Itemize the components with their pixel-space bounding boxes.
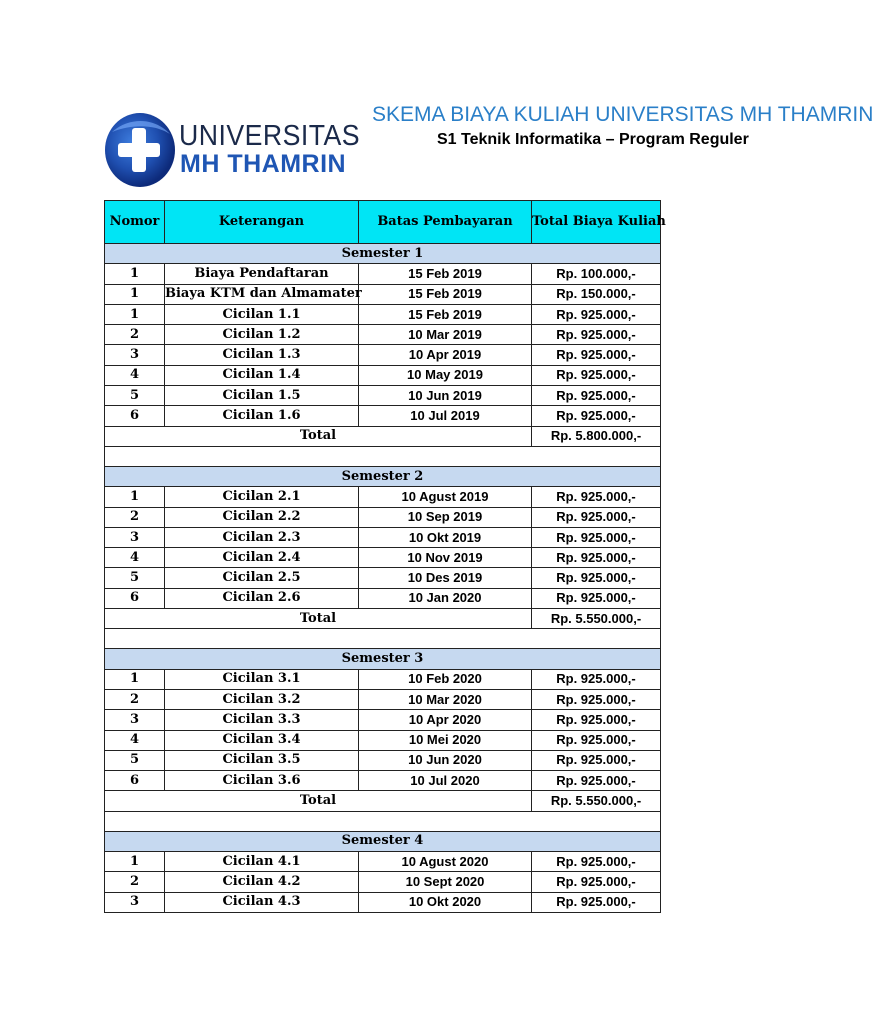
table-row — [105, 487, 661, 507]
cell-biaya: Rp. 925.000,- — [532, 548, 661, 568]
cell-keterangan: Cicilan 2.6 — [165, 588, 359, 608]
cell-batas: 10 Sept 2020 — [359, 872, 532, 892]
cell-batas: 10 Jun 2019 — [359, 386, 532, 406]
cell-nomor: 6 — [105, 588, 165, 608]
cell-nomor: 3 — [105, 710, 165, 730]
cell-batas: 15 Feb 2019 — [359, 304, 532, 324]
cell-biaya: Rp. 925.000,- — [532, 730, 661, 750]
cell-batas: 10 Mar 2019 — [359, 325, 532, 345]
cell-keterangan: Cicilan 3.3 — [165, 710, 359, 730]
cell-biaya: Rp. 100.000,- — [532, 264, 661, 284]
cell-keterangan: Cicilan 1.2 — [165, 325, 359, 345]
cell-nomor: 2 — [105, 689, 165, 709]
total-label: Total — [105, 426, 532, 446]
cell-biaya: Rp. 925.000,- — [532, 406, 661, 426]
cell-batas: 10 Mei 2020 — [359, 730, 532, 750]
cell-keterangan: Cicilan 1.4 — [165, 365, 359, 385]
cell-batas: 10 Mar 2020 — [359, 689, 532, 709]
cell-biaya: Rp. 925.000,- — [532, 304, 661, 324]
cell-keterangan: Cicilan 3.6 — [165, 771, 359, 791]
cell-batas: 10 Jul 2019 — [359, 406, 532, 426]
semester-label: Semester 4 — [105, 831, 661, 851]
semester-label: Semester 2 — [105, 466, 661, 486]
cell-nomor: 3 — [105, 345, 165, 365]
table-row — [105, 892, 661, 912]
cell-keterangan: Cicilan 2.5 — [165, 568, 359, 588]
spacer-row — [105, 629, 661, 649]
table-row — [105, 345, 661, 365]
logo-line2: MH THAMRIN — [180, 150, 347, 178]
table-row — [105, 284, 661, 304]
cell-nomor: 2 — [105, 325, 165, 345]
cell-nomor: 4 — [105, 730, 165, 750]
cell-nomor: 4 — [105, 548, 165, 568]
cell-biaya: Rp. 925.000,- — [532, 345, 661, 365]
cell-biaya: Rp. 925.000,- — [532, 487, 661, 507]
cell-biaya: Rp. 925.000,- — [532, 852, 661, 872]
cell-keterangan: Cicilan 3.5 — [165, 750, 359, 770]
cell-biaya: Rp. 925.000,- — [532, 710, 661, 730]
cell-biaya: Rp. 150.000,- — [532, 284, 661, 304]
table-row — [105, 588, 661, 608]
spacer-cell — [105, 811, 661, 831]
cell-batas: 10 Nov 2019 — [359, 548, 532, 568]
logo-line1: UNIVERSITAS — [179, 120, 360, 152]
cell-nomor: 1 — [105, 669, 165, 689]
header-batas-pembayaran: Batas Pembayaran — [359, 201, 532, 244]
cell-keterangan: Cicilan 4.1 — [165, 852, 359, 872]
cell-nomor: 5 — [105, 568, 165, 588]
cell-keterangan: Cicilan 4.3 — [165, 892, 359, 912]
total-row — [105, 426, 661, 446]
table-row — [105, 710, 661, 730]
cell-keterangan: Biaya Pendaftaran — [165, 264, 359, 284]
total-amount: Rp. 5.800.000,- — [532, 426, 661, 446]
cell-batas: 10 Okt 2020 — [359, 892, 532, 912]
cell-batas: 10 Apr 2019 — [359, 345, 532, 365]
table-row — [105, 750, 661, 770]
cell-keterangan: Cicilan 1.1 — [165, 304, 359, 324]
cell-batas: 15 Feb 2019 — [359, 284, 532, 304]
table-row — [105, 304, 661, 324]
cell-biaya: Rp. 925.000,- — [532, 750, 661, 770]
cell-nomor: 6 — [105, 406, 165, 426]
cell-keterangan: Cicilan 3.2 — [165, 689, 359, 709]
cell-keterangan: Cicilan 2.4 — [165, 548, 359, 568]
cell-batas: 10 Agust 2019 — [359, 487, 532, 507]
semester-row — [105, 244, 661, 264]
spacer-cell — [105, 446, 661, 466]
cell-batas: 10 Sep 2019 — [359, 507, 532, 527]
cell-batas: 10 Agust 2020 — [359, 852, 532, 872]
total-label: Total — [105, 609, 532, 629]
table-row — [105, 771, 661, 791]
total-row — [105, 609, 661, 629]
cell-nomor: 3 — [105, 892, 165, 912]
cell-biaya: Rp. 925.000,- — [532, 507, 661, 527]
total-label: Total — [105, 791, 532, 811]
university-logo — [104, 110, 360, 190]
table-row — [105, 872, 661, 892]
cross-emblem-icon — [104, 112, 176, 188]
cell-keterangan: Cicilan 2.3 — [165, 527, 359, 547]
cell-biaya: Rp. 925.000,- — [532, 892, 661, 912]
cell-batas: 10 Des 2019 — [359, 568, 532, 588]
cell-nomor: 2 — [105, 872, 165, 892]
table-row — [105, 386, 661, 406]
cell-nomor: 1 — [105, 284, 165, 304]
cell-batas: 10 Jun 2020 — [359, 750, 532, 770]
table-row — [105, 507, 661, 527]
table-row — [105, 852, 661, 872]
cell-biaya: Rp. 925.000,- — [532, 365, 661, 385]
cell-batas: 10 Jan 2020 — [359, 588, 532, 608]
cell-biaya: Rp. 925.000,- — [532, 527, 661, 547]
cell-keterangan: Cicilan 2.2 — [165, 507, 359, 527]
cell-keterangan: Cicilan 2.1 — [165, 487, 359, 507]
cell-keterangan: Cicilan 1.5 — [165, 386, 359, 406]
spacer-row — [105, 446, 661, 466]
header-keterangan: Keterangan — [165, 201, 359, 244]
cell-biaya: Rp. 925.000,- — [532, 325, 661, 345]
cell-nomor: 4 — [105, 365, 165, 385]
cell-batas: 10 Jul 2020 — [359, 771, 532, 791]
table-row — [105, 548, 661, 568]
cell-keterangan: Cicilan 4.2 — [165, 872, 359, 892]
table-row — [105, 365, 661, 385]
cell-biaya: Rp. 925.000,- — [532, 771, 661, 791]
cell-batas: 10 Apr 2020 — [359, 710, 532, 730]
page-subtitle: S1 Teknik Informatika – Program Reguler — [437, 131, 749, 148]
semester-row — [105, 649, 661, 669]
table-row — [105, 325, 661, 345]
table-row — [105, 689, 661, 709]
cell-biaya: Rp. 925.000,- — [532, 588, 661, 608]
semester-row — [105, 466, 661, 486]
cell-nomor: 5 — [105, 750, 165, 770]
cell-nomor: 1 — [105, 304, 165, 324]
fee-schedule-table — [104, 200, 666, 913]
table-row — [105, 568, 661, 588]
cell-keterangan: Cicilan 3.1 — [165, 669, 359, 689]
cell-nomor: 1 — [105, 852, 165, 872]
cell-biaya: Rp. 925.000,- — [532, 669, 661, 689]
cell-biaya: Rp. 925.000,- — [532, 872, 661, 892]
total-amount: Rp. 5.550.000,- — [532, 609, 661, 629]
header-total-biaya: Total Biaya Kuliah — [532, 201, 661, 244]
total-amount: Rp. 5.550.000,- — [532, 791, 661, 811]
cell-keterangan: Biaya KTM dan Almamater — [165, 284, 359, 304]
spacer-cell — [105, 629, 661, 649]
cell-nomor: 1 — [105, 264, 165, 284]
header-nomor: Nomor — [105, 201, 165, 244]
total-row — [105, 791, 661, 811]
cell-keterangan: Cicilan 1.3 — [165, 345, 359, 365]
cell-nomor: 2 — [105, 507, 165, 527]
cell-nomor: 5 — [105, 386, 165, 406]
cell-batas: 10 May 2019 — [359, 365, 532, 385]
semester-row — [105, 831, 661, 851]
table-row — [105, 527, 661, 547]
cell-biaya: Rp. 925.000,- — [532, 689, 661, 709]
cell-batas: 10 Okt 2019 — [359, 527, 532, 547]
cell-nomor: 3 — [105, 527, 165, 547]
cell-batas: 10 Feb 2020 — [359, 669, 532, 689]
cell-nomor: 1 — [105, 487, 165, 507]
semester-label: Semester 1 — [105, 244, 661, 264]
cell-keterangan: Cicilan 3.4 — [165, 730, 359, 750]
table-header-row — [105, 201, 661, 244]
cell-keterangan: Cicilan 1.6 — [165, 406, 359, 426]
semester-label: Semester 3 — [105, 649, 661, 669]
table-row — [105, 406, 661, 426]
cell-nomor: 6 — [105, 771, 165, 791]
spacer-row — [105, 811, 661, 831]
table-row — [105, 730, 661, 750]
cell-biaya: Rp. 925.000,- — [532, 386, 661, 406]
page-title: SKEMA BIAYA KULIAH UNIVERSITAS MH THAMRIN — [372, 103, 873, 126]
cell-biaya: Rp. 925.000,- — [532, 568, 661, 588]
table-row — [105, 264, 661, 284]
table-row — [105, 669, 661, 689]
cell-batas: 15 Feb 2019 — [359, 264, 532, 284]
